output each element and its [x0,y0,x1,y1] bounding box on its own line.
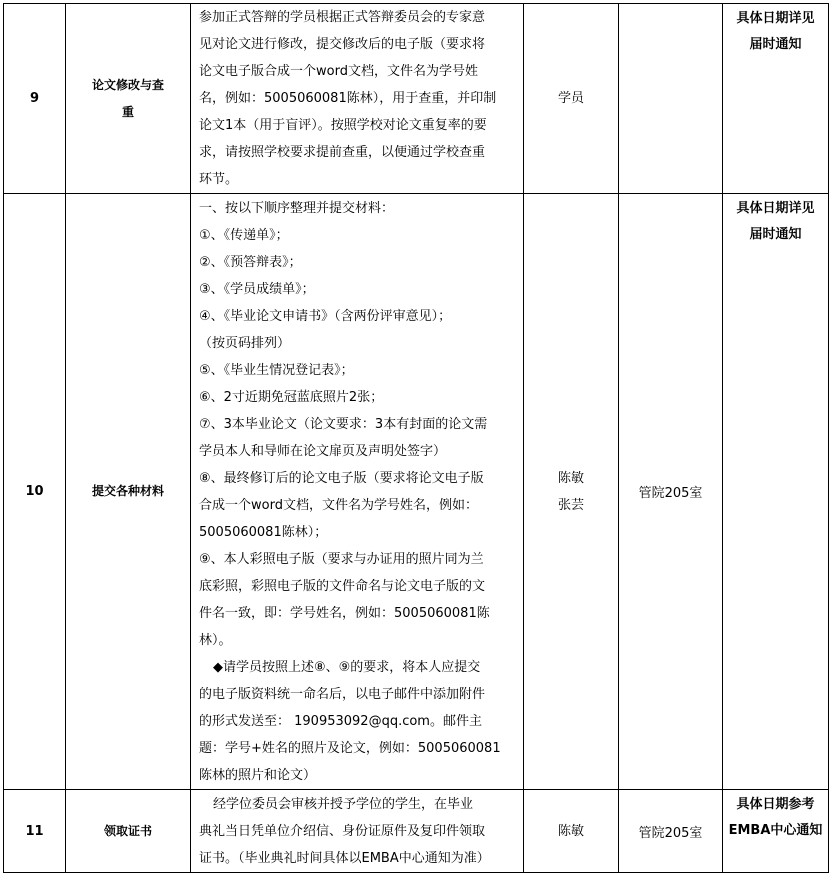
row-person: 陈敏 [524,790,619,873]
row-place: 管院205室 [619,194,723,790]
row-note: 具体日期详见 届时通知 [723,194,829,790]
row-number: 10 [4,194,66,790]
row-note: 具体日期参考 EMBA中心通知 [723,790,829,873]
table-row [4,194,829,790]
row-content: 经学位委员会审核并授予学位的学生，在毕业 典礼当日凭单位介绍信、身份证原件及复印件领取 证书。（毕业典礼时间具体以EMBA中心通知为准） [191,790,524,873]
row-note: 具体日期详见 届时通知 [723,4,829,194]
row-content: 一、按以下顺序整理并提交材料： ①、《传递单》； ②、《预答辩表》； ③、《学员成绩单》； ④、《毕业论文申请书》（含两份评审意见）； （按页码排列） ⑤、《毕业生情况登记表》； ⑥、2寸近期免冠蓝底照片2张； ⑦、3本毕业论文（论文要求：3本有封面的论文需 学员本人和导师在论文扉页及声明处签字） ⑧、最终修订后的论文电子版（要求将论文电子版 合成一个word文档，文件名为学号姓名，例如： 5005060081陈林）； ⑨、本人彩照电子版（要求与办证用的照片同为兰 底彩照，彩照电子版的文件命名与论文电子版的文 件名一致，即：学号姓名，例如：5005060081陈 林）。 ◆请学员按照上述⑧、⑨的要求，将本人应提交 的电子版资料统一命名后，以电子邮件中添加附件 的形式发送至： 190953092@qq.com。邮件主 题：学号+姓名的照片及论文，例如：5005060081 陈林的照片和论文） [191,194,524,790]
table-row [4,4,829,194]
row-number: 11 [4,790,66,873]
row-place [619,4,723,194]
row-title: 提交各种材料 [66,194,191,790]
row-person: 陈敏 张芸 [524,194,619,790]
row-content: 参加正式答辩的学员根据正式答辩委员会的专家意 见对论文进行修改，提交修改后的电子版（要求将 论文电子版合成一个word文档，文件名为学号姓 名，例如：5005060081陈林），用于查重，并印制 论文1本（用于盲评）。按照学校对论文重复率的要 求，请按照学校要求提前查重，以便通过学校查重 环节。 [191,4,524,194]
row-person: 学员 [524,4,619,194]
row-place: 管院205室 [619,790,723,873]
row-title: 论文修改与查 重 [66,4,191,194]
table-row [4,790,829,873]
row-number: 9 [4,4,66,194]
row-title: 领取证书 [66,790,191,873]
schedule-table [3,3,829,873]
